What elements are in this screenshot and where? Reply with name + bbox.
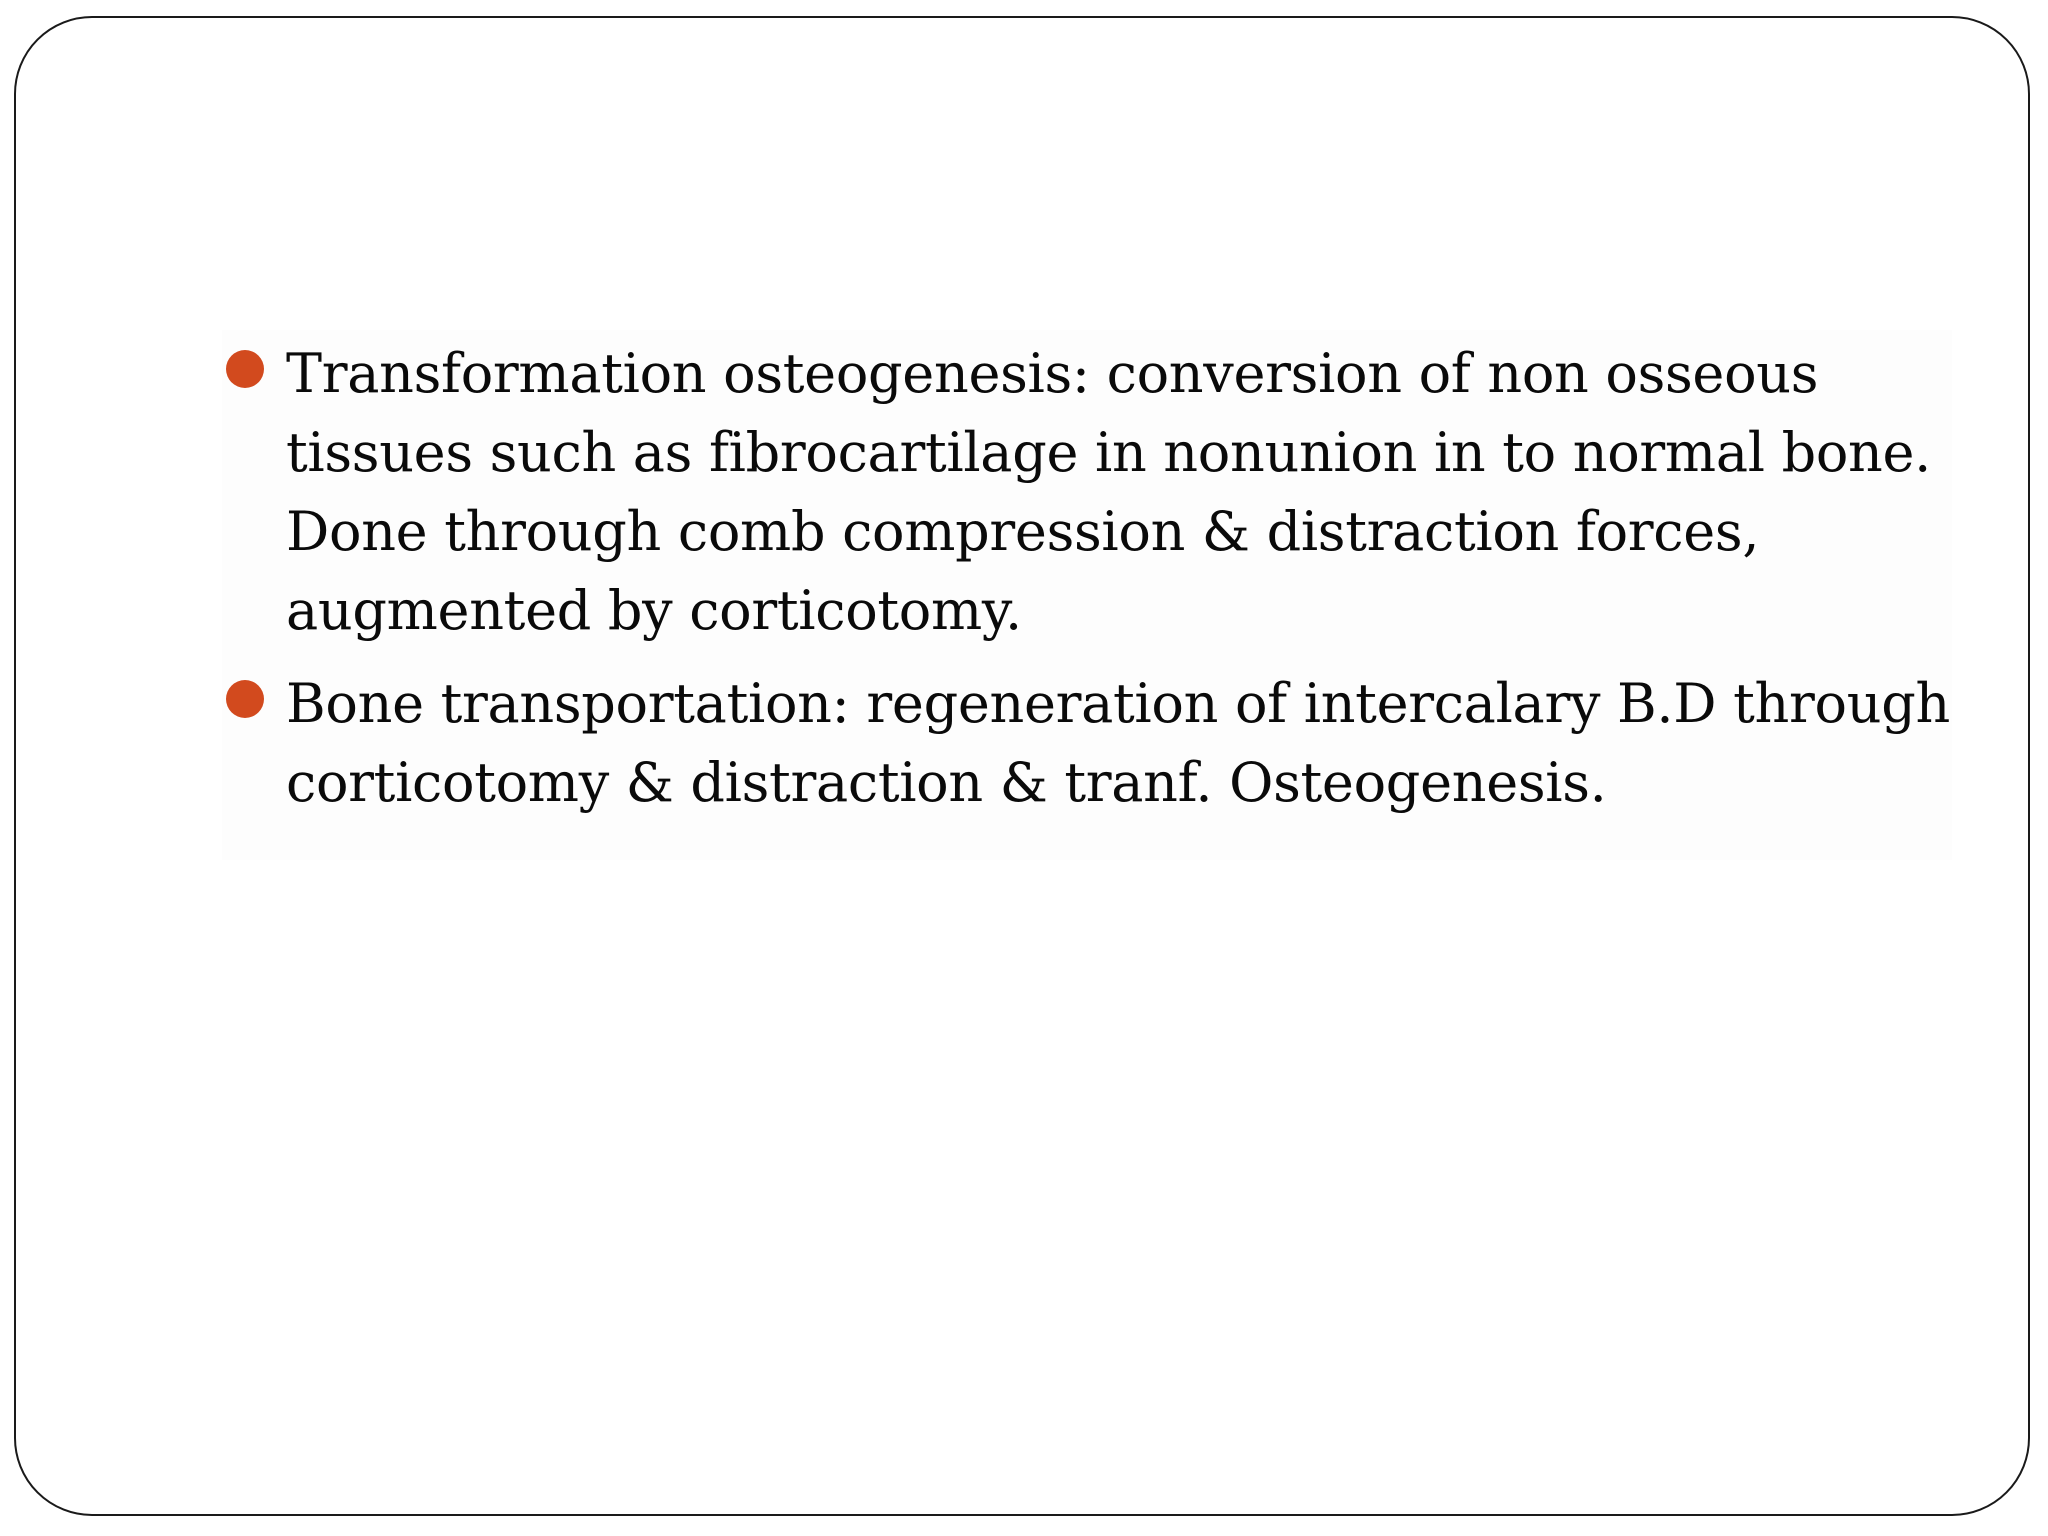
bullet-dot-icon <box>226 350 264 388</box>
bullet-text: Transformation osteogenesis: conversion of non osseous tissues such as fibrocartilage in nonunion in to normal bone. Done through comb compression & distraction forces, augmented by corticotomy. <box>286 342 1932 642</box>
bullet-text: Bone transportation: regeneration of intercalary B.D through corticotomy & distraction & tranf. Osteogenesis. <box>286 672 1950 814</box>
bullet-item-transformation-osteogenesis <box>222 334 1962 650</box>
bullet-item-bone-transportation <box>222 664 1962 822</box>
bullet-dot-icon <box>226 680 264 718</box>
bullet-list <box>222 334 1962 836</box>
